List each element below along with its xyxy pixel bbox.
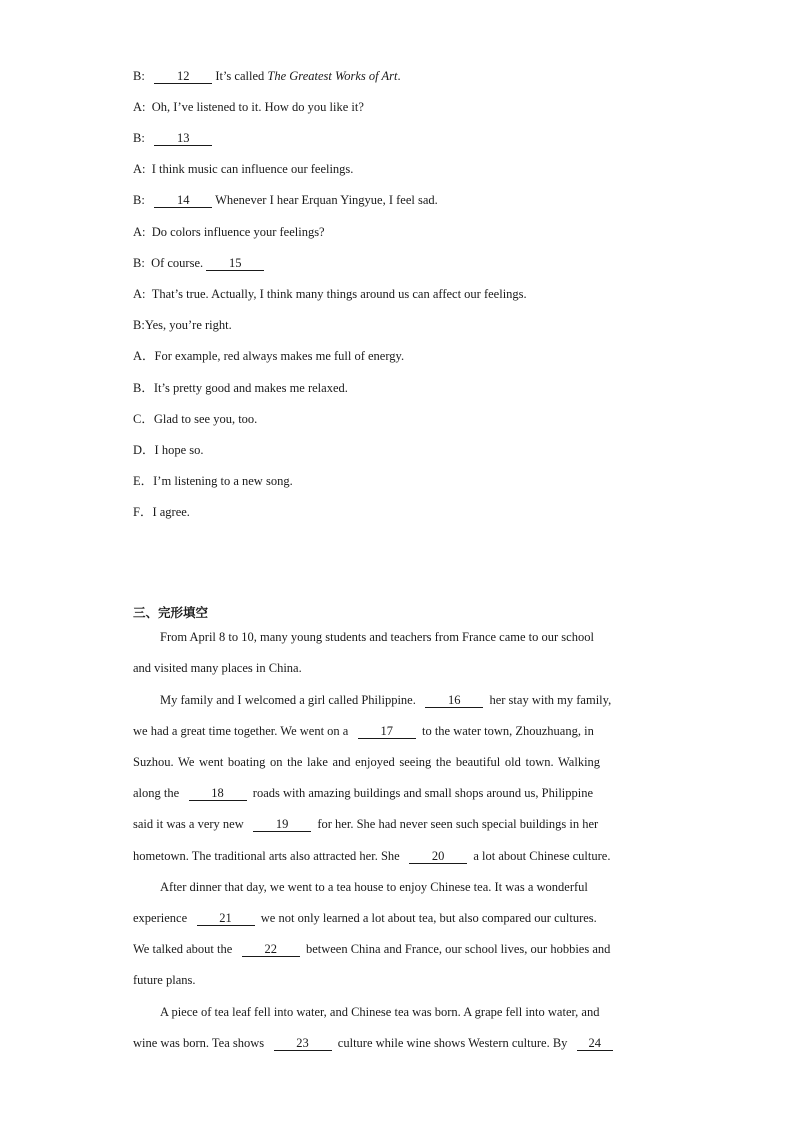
passage-line: future plans.	[133, 973, 196, 987]
passage-line: From April 8 to 10, many young students and teachers from France came to our school	[160, 630, 594, 644]
blank-24[interactable]: 24	[577, 1036, 613, 1051]
blank-22[interactable]: 22	[242, 942, 300, 957]
speaker: B:	[133, 69, 145, 83]
section-title: 三、完形填空	[133, 605, 209, 620]
dialogue-line-9: B:Yes, you’re right.	[133, 318, 232, 332]
option-e: E．I’m listening to a new song.	[133, 474, 293, 488]
dialogue-line-4: A: I think music can influence our feelings.	[133, 162, 354, 176]
passage-line: wine was born. Tea shows 23 culture while wine shows Western culture. By 24	[133, 1035, 613, 1051]
passage-line: We talked about the 22 between China and France, our school lives, our hobbies and	[133, 942, 611, 956]
dialogue-line-3: B: 13	[133, 130, 212, 146]
option-f: F．I agree.	[133, 505, 190, 519]
passage-line: along the 18 roads with amazing buildings and small shops around us, Philippine	[133, 786, 594, 800]
passage-line: My family and I welcomed a girl called Philippine. 16 her stay with my family,	[160, 693, 612, 707]
dialogue-line-2: A: Oh, I’ve listened to it. How do you like it?	[133, 100, 364, 114]
blank-12[interactable]: 12	[154, 69, 212, 84]
blank-16[interactable]: 16	[425, 693, 483, 708]
passage-line: said it was a very new 19 for her. She had never seen such special buildings in her	[133, 817, 599, 831]
blank-19[interactable]: 19	[253, 817, 311, 832]
blank-13[interactable]: 13	[154, 131, 212, 146]
option-b: B．It’s pretty good and makes me relaxed.	[133, 381, 348, 395]
song-title: The Greatest Works of Art	[267, 69, 398, 83]
dialogue-line-7: B: Of course. 15	[133, 255, 264, 271]
passage-line: experience 21 we not only learned a lot about tea, but also compared our cultures.	[133, 911, 597, 925]
blank-18[interactable]: 18	[189, 786, 247, 801]
option-d: D．I hope so.	[133, 443, 204, 457]
passage-line: and visited many places in China.	[133, 661, 302, 675]
passage-line: A piece of tea leaf fell into water, and Chinese tea was born. A grape fell into water, and	[160, 1005, 600, 1019]
option-c: C．Glad to see you, too.	[133, 412, 258, 426]
dialogue-line-6: A: Do colors influence your feelings?	[133, 225, 325, 239]
blank-21[interactable]: 21	[197, 911, 255, 926]
passage-line: Suzhou. We went boating on the lake and enjoyed seeing the beautiful old town. Walking	[133, 755, 601, 769]
dialogue-line-8: A: That’s true. Actually, I think many things around us can affect our feelings.	[133, 287, 527, 301]
passage-line: we had a great time together. We went on a 17 to the water town, Zhouzhuang, in	[133, 724, 594, 738]
blank-20[interactable]: 20	[409, 849, 467, 864]
blank-14[interactable]: 14	[154, 193, 212, 208]
passage-line: After dinner that day, we went to a tea house to enjoy Chinese tea. It was a wonderful	[160, 880, 588, 894]
dialogue-line-1: B: 12 It’s called The Greatest Works of Art.	[133, 69, 401, 83]
blank-23[interactable]: 23	[274, 1036, 332, 1051]
option-a: A．For example, red always makes me full of energy.	[133, 349, 405, 363]
blank-17[interactable]: 17	[358, 724, 416, 739]
blank-15[interactable]: 15	[206, 256, 264, 271]
dialogue-line-5: B: 14 Whenever I hear Erquan Yingyue, I feel sad.	[133, 193, 438, 207]
passage-line: hometown. The traditional arts also attracted her. She 20 a lot about Chinese culture.	[133, 849, 611, 863]
